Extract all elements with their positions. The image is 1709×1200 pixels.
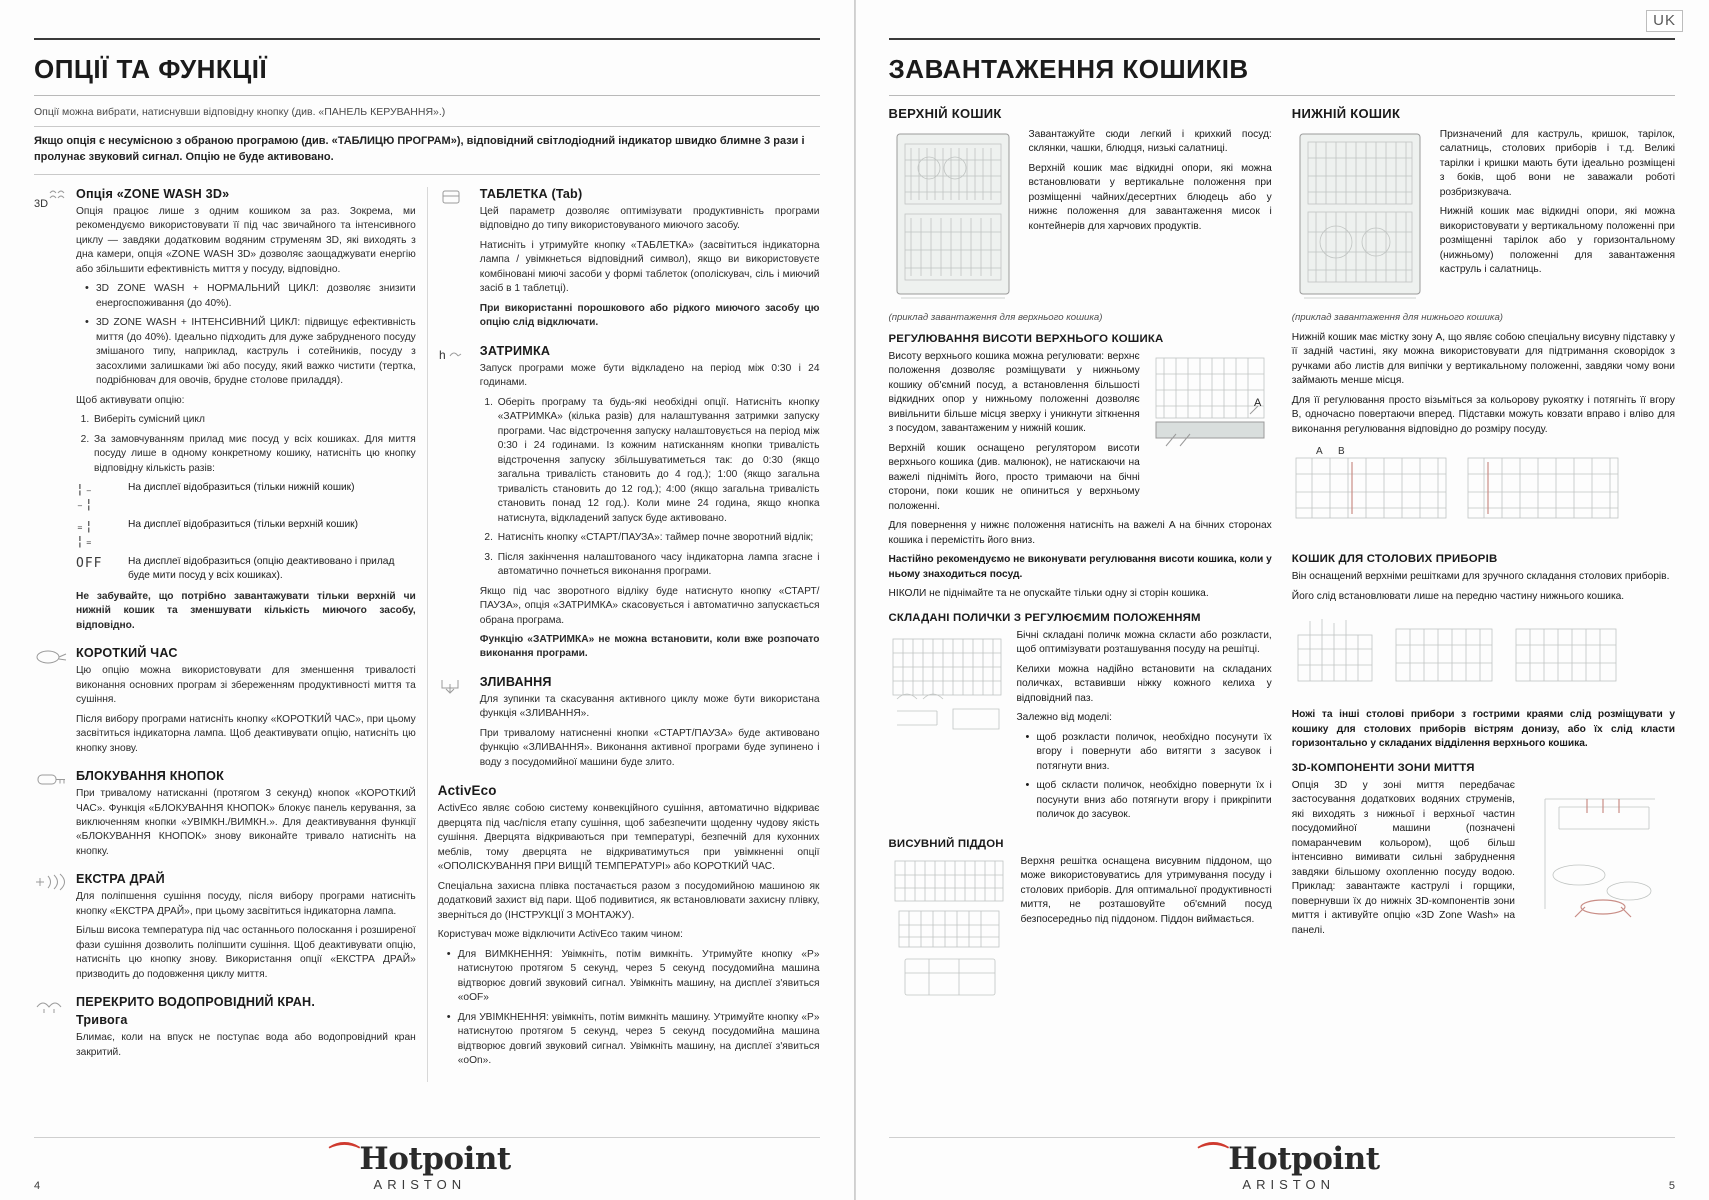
- display-glyph: ¦₋ ₋¦: [76, 482, 94, 513]
- lower-p4: Для її регулювання просто візьміться за кольорову рукоятку і потягніть її вгору B, одночасно повертаючи вперед. Підставки можуть ковзати вправо і вліво для виконання регулювання відповідно до розміру посуду.: [1291, 394, 1675, 435]
- adjust-p4: Настійно рекомендуємо не виконувати регулювання висоти кошика, коли у ньому знаходиться посуд.: [888, 554, 1272, 580]
- alarm-water-tap-closed: [34, 995, 416, 1060]
- height-adjust-figure: [1150, 350, 1272, 467]
- brand-sub: ARISTON: [1242, 1177, 1335, 1192]
- list-item: • Для ВИМКНЕННЯ: Увімкніть, потім вимкніть. Утримуйте кнопку «P» натиснутою протягом 5 секунд, через 5 секунд посудомийна машина відтворює довгий звуковий сигнал. Увімкніть машину, на дисплеї з'явиться «oOF»: [447, 948, 820, 1006]
- display-lower-basket: [76, 481, 416, 512]
- zone-wash-bullets: [76, 282, 416, 388]
- height-adjust-row: [889, 350, 1272, 519]
- option-tablet: [438, 187, 820, 331]
- drain-icon: [438, 675, 474, 701]
- folding-shelves-row: [889, 629, 1272, 828]
- water-tap-p1: Блимає, коли на впуск не поступає вода або водопровідний кран закритий.: [76, 1032, 416, 1058]
- folding-bullets: [1017, 731, 1272, 823]
- folding-shelves-figure: [889, 629, 1007, 744]
- page-number-right: 5: [1668, 1180, 1675, 1192]
- list-item: • щоб скласти поличок, необхідно повернути їх і посунути вниз або потягнути вгору і прикріпити поличок до засувок.: [1026, 779, 1272, 822]
- sliding-tray-row: [889, 855, 1272, 1010]
- extra-dry-p2: Більш висока температура під час останнього полоскання і розширеної фази сушіння дозволить поліпшити сушіння. Щоб деактивувати опцію, натисніть цю кнопку знову. Використання опції «ЕКСТРА ДРАЙ» призводить до подовження циклу миття.: [76, 925, 416, 980]
- list-item: 1. Оберіть програму та будь-які необхідні опції. Натисніть кнопку «ЗАТРИМКА» (кілька разів) для налаштування затримки запуску програми. Час відстрочення запуску налаштовується на період між 0:30 і 24 годинами. Із кожним натисканням кнопки тривалість відстрочення запуску збільшуватиметься так: до 0:30 (якщо загальна тривалість становить до 4 год.); 1:00 (якщо загальна тривалість становить до 12 год.); 4:00 (якщо загальна тривалість становить понад 12 год.). Коли мине 24 година, якщо кнопка натиснута, відкладений запуск буде активовано.: [496, 396, 820, 526]
- list-item: 1. Виберіть сумісний цикл: [92, 413, 416, 427]
- display-text: На дисплеї відобразиться (тільки нижній кошик): [128, 482, 355, 494]
- sliding-tray-heading: ВИСУВНИЙ ПІДДОН: [888, 837, 1004, 850]
- upper-basket-text: [1029, 128, 1272, 239]
- page-title: ОПЦІЇ ТА ФУНКЦІЇ: [34, 54, 268, 84]
- tablet-p3: При використанні порошкового або рідкого миючого засобу цю опцію слід відключати.: [479, 302, 820, 329]
- lower-basket-heading: НИЖНІЙ КОШИК: [1291, 106, 1401, 121]
- extra-dry-icon: [34, 872, 70, 898]
- svg-text:h: h: [438, 347, 446, 362]
- left-columns: [34, 187, 820, 1082]
- lower-basket-figure: [1292, 128, 1430, 308]
- tray-p1: Верхня решітка оснащена висувним піддоном, що може використовуватись для утримування посуду і столових приборів. Для оптимальної продуктивності миття, не розташовуйте об'ємний посуд безпосередньо під піддоном. Піддон виймається.: [1020, 855, 1272, 925]
- short-time-title: КОРОТКИЙ ЧАС: [76, 646, 178, 661]
- brand-swoosh: ⌒: [328, 1141, 360, 1177]
- drain-p1: Для зупинки та скасування активного циклу може бути використана функція «ЗЛИВАННЯ».: [479, 693, 820, 720]
- cutlery-p2: Його слід встановлювати лише на передню частину нижнього кошика.: [1291, 590, 1625, 602]
- upper-basket-caption: (приклад завантаження для верхнього кошика): [888, 312, 1103, 323]
- upper-basket-heading: ВЕРХНІЙ КОШИК: [888, 106, 1002, 121]
- sliding-tray-text: [1021, 855, 1272, 932]
- zone-wash-p1: Опція працює лише з одним кошиком за раз. Зокрема, ми рекомендуємо використовувати її під час звичайного та інтенсивного циклу — завдяки додатковим водяним струменям 3D, які виходять з дна камери, опція «ZONE WASH 3D» дозволяє заощаджувати енергію або збільшити ефективність миття у посуду, відповідно.: [76, 205, 416, 275]
- page-title-right: ЗАВАНТАЖЕННЯ КОШИКІВ: [888, 54, 1249, 84]
- list-item: 2. За замовчуванням прилад миє посуд у всіх кошиках. Для миття посуду лише в одному конкретному кошику, натисніть цю кнопку відповідну кількість разів:: [92, 433, 416, 476]
- title-rule-right: [889, 95, 1676, 96]
- water-tap-subtitle: Тривога: [76, 1013, 128, 1028]
- zone-wash-title: Опція «ZONE WASH 3D»: [76, 186, 230, 201]
- footer-left: [34, 1137, 820, 1192]
- height-adjust-text: [889, 350, 1140, 519]
- tablet-p1: Цей параметр дозволяє оптимізувати продуктивність програми відповідно до типу використовуваного миючого засобу.: [479, 205, 820, 232]
- list-item: • 3D ZONE WASH + ІНТЕНСИВНИЙ ЦИКЛ: підвищує ефективність миття (до 40%). Ідеально підходить для дуже забрудненого посуду змішаного типу, наприклад, каструль і сотейників, посуду з засохлими залишками їжі або посуду, який важко чистити (тертка, подрібнювач для овочів, брудне столове приладдя).: [85, 316, 416, 388]
- zone3d-heading: 3D-КОМПОНЕНТИ ЗОНИ МИТТЯ: [1291, 761, 1475, 774]
- delay-title: ЗАТРИМКА: [479, 343, 551, 358]
- tablet-title: ТАБЛЕТКА (Tab): [479, 186, 583, 201]
- display-text: На дисплеї відобразиться (тільки верхній кошик): [128, 519, 359, 531]
- svg-text:3D: 3D: [34, 197, 49, 210]
- top-rule-right: [889, 38, 1676, 40]
- sliding-tray-figure: [889, 855, 1011, 1010]
- lower-basket-column: [1292, 106, 1675, 1022]
- brand-swoosh: ⌒: [1197, 1141, 1229, 1177]
- list-item: 2. Натисніть кнопку «СТАРТ/ПАУЗА»: таймер почне зворотний відлік;: [496, 531, 820, 545]
- dishwasher-front-figure: [889, 128, 1019, 308]
- cutlery-p1: Він оснащений верхніми решітками для зручного складання столових приборів.: [1291, 571, 1670, 583]
- option-drain: [438, 675, 820, 770]
- figure-label-b: B: [1337, 446, 1345, 458]
- zone-wash-warning: Не забувайте, що потрібно завантажувати тільки верхній чи нижній кошик та зменшувати кількість миючого засобу, відповідно.: [76, 590, 416, 631]
- lower-p3: Нижній кошик має містку зону A, що являє собою спеціальну висувну підставку у її задній частині, яку можна використовувати для підтримання сковорідок з ручками або листів для випічки у вертикальному положенні, завдяки чому вони займають менше місця.: [1291, 332, 1675, 387]
- drain-title: ЗЛИВАННЯ: [479, 674, 552, 689]
- zone-wash-steps: [76, 413, 416, 476]
- adjust-p1: Висоту верхнього кошика можна регулювати: верхнє положення дозволяє розміщувати у нижньому кошику об'ємний посуд, а встановлення більшості відкидних опор у нижньому положенні дозволяє вивільнити більше місця зверху і уникнути зіткнення з посудом, завантаженим у нижній кошик.: [888, 351, 1140, 435]
- list-item: • Для УВІМКНЕННЯ: увімкніть, потім вимкніть машину. Утримуйте кнопку «P» натиснутою протягом 5 секунд, через 5 секунд посудомийна машина відтворює довгий звуковий сигнал. Увімкніть машину, на дисплеї з'явиться «oOn».: [447, 1011, 820, 1069]
- display-off: [76, 555, 416, 584]
- folding-shelves-heading: СКЛАДАНІ ПОЛИЧКИ З РЕГУЛЮЄМИМ ПОЛОЖЕННЯМ: [888, 611, 1201, 624]
- lower-p1: Призначений для каструль, кришок, тарілок, салатниць, столових приборів і т.д. Великі тарілки і кришки мають бути ідеально розміщені з боків, щоб вони не заважали роботі розбризкувача.: [1439, 129, 1675, 198]
- tablet-p2: Натисніть і утримуйте кнопку «ТАБЛЕТКА» (засвітиться індикаторна лампа / увімкнеться відповідний символ), якщо ви використовуєте комбіновані миючі засоби у формі таблеток (ополіскувач, сіль і миючий засіб в 1 таблетці).: [479, 239, 820, 295]
- brand-logo: [40, 1141, 799, 1192]
- key-lock-p1: При тривалому натисканні (протягом 3 секунд) кнопок «КОРОТКИЙ ЧАС». Функція «БЛОКУВАННЯ КНОПОК» блокує панель керування, за виключенням кнопки «УВІМКН./ВИМКН.». Для деактивування функції «БЛОКУВАННЯ КНОПОК» знову виконайте тривало натисніть на кнопку.: [76, 788, 416, 857]
- feature-activeco: [438, 783, 820, 1068]
- list-item: 3. Після закінчення налаштованого часу індикаторна лампа згасне і автоматично почнеться виконання програми.: [496, 551, 820, 580]
- key-lock-icon: [34, 769, 70, 795]
- page-number: 4: [34, 1180, 41, 1192]
- lever-label-a: A: [1253, 397, 1262, 409]
- key-lock-title: БЛОКУВАННЯ КНОПОК: [76, 769, 225, 784]
- water-tap-title: ПЕРЕКРИТО ВОДОПРОВІДНИЙ КРАН.: [76, 995, 316, 1010]
- lower-basket-text: [1440, 128, 1675, 283]
- zone-wash-3d-icon: [34, 187, 70, 213]
- folding-shelves-text: [1017, 629, 1272, 828]
- upper-height-heading: РЕГУЛЮВАННЯ ВИСОТИ ВЕРХНЬОГО КОШИКА: [888, 333, 1164, 345]
- left-column-2: [438, 187, 820, 1082]
- top-rule-left: [34, 38, 820, 40]
- folding-p1: Бічні складані поличк можна скласти або розкласти, щоб оптимізувати розташування посуду на решітці.: [1016, 629, 1272, 656]
- list-item: • щоб розкласти поличок, необхідно посунути їх вгору і повернути або витягти з засувок і потягнути вниз.: [1026, 731, 1272, 774]
- lower-basket-figure-row: [1292, 128, 1675, 308]
- figure-label-a: A: [1315, 446, 1323, 458]
- brand-sub: ARISTON: [373, 1177, 467, 1192]
- option-delay: [438, 344, 820, 662]
- upper-basket-column: [889, 106, 1272, 1022]
- cutlery-basket-figure: [1292, 609, 1675, 702]
- adjust-p5: НІКОЛИ не піднімайте та не опускайте тільки одну зі сторін кошика.: [888, 588, 1209, 600]
- water-tap-closed-icon: [34, 995, 70, 1021]
- zone3d-text: [1292, 779, 1515, 943]
- delay-p1: Запуск програми може бути відкладено на період між 0:30 і 24 годинами.: [479, 362, 820, 389]
- display-text: На дисплеї відобразиться (опцію деактивовано і прилад буде мити посуд у всіх кошиках).: [128, 556, 395, 582]
- option-extra-dry: [34, 872, 416, 982]
- adjust-p3: Для повернення у нижнє положення натисніть на важелі A на бічних сторонах кошика і перемістіть його вниз.: [888, 520, 1272, 546]
- upper-basket-block: [889, 106, 1272, 1010]
- activeco-p1: ActivEco являє собою систему конвекційного сушіння, автоматично відкриває дверцята під час/після етапу сушіння, щоб забезпечити щоденну чудову якість сушіння. Дверцята відкриваються при температурі, безпечній для кухонних меблів, тому дверцята не відкриватимуться при увімкненні опції «ОПОЛІСКУВАННЯ ПРИ ВИЩІЙ ТЕМПЕРАТУРІ» або КОРОТКИЙ ЧАС.: [437, 803, 820, 873]
- extra-dry-p1: Для поліпшення сушіння посуду, після вибору програми натисніть кнопку «ЕКСТРА ДРАЙ», при цьому засвітиться індикаторна лампа.: [76, 891, 416, 917]
- right-page: [855, 0, 1709, 1200]
- upper-basket-figure-row: [889, 128, 1272, 308]
- lower-basket-block: [1292, 106, 1675, 943]
- language-badge: UK: [1646, 10, 1683, 32]
- drain-p2: При тривалому натисненні кнопки «СТАРТ/ПАУЗА» буде активовано функцію «ЗЛИВАННЯ». Виконання активної програми буде зупинено і воду з посудомийної машини буде злито.: [479, 727, 820, 768]
- delay-p3: Функцію «ЗАТРИМКА» не можна встановити, коли вже розпочато виконання програми.: [479, 633, 820, 660]
- upper-p2: Верхній кошик має відкидні опори, які можна встановлювати у вертикальне положення при розміщенні чайних/десертних блюдець або у нижнє положення для завантаження мисок і контейнерів для харчових продуктів.: [1028, 162, 1272, 232]
- footer-right: [889, 1137, 1676, 1192]
- display-glyph: OFF: [76, 556, 103, 572]
- title-rule-left: [34, 95, 820, 96]
- zone3d-p1: Опція 3D у зоні миття передбачає застосування додаткових водяних струменів, які виходять з нижньої і верхньої частин посудомийної машини (позначені помаранчевим кольором), щоб більш інтенсивно вимивати сильні забруднення завдяки більшому охопленню посуду водою. Приклад: завантажте каструлі і горщики, повернувши їх до нижніх 3D-компонентів зони миття і активуйте опцію «3D Zone Wash» на панелі.: [1291, 779, 1515, 936]
- zone3d-figure: [1525, 779, 1675, 934]
- upper-p1: Завантажуйте сюди легкий і крихкий посуд: склянки, чашки, блюдця, низькі салатниці.: [1028, 129, 1272, 155]
- option-zone-wash-3d: [34, 187, 416, 633]
- display-glyph: ₌¦ ¦₌: [76, 519, 94, 550]
- incompatibility-note: Якщо опція є несумісною з обраною програмою (див. «ТАБЛИЦЮ ПРОГРАМ»), відповідний світлодіодний індикатор швидко блимне 3 рази і пролунає звуковий сигнал. Опцію не буде активовано.: [34, 126, 820, 175]
- zone3d-row: [1292, 779, 1675, 943]
- short-time-p2: Після вибору програми натисніть кнопку «КОРОТКИЙ ЧАС», при цьому засвітиться індикаторна лампа. Щоб деактивувати опцію, натисніть цю кнопку знову.: [76, 713, 416, 754]
- lower-p2: Нижній кошик має відкидні опори, які можна використовувати у вертикальному положенні при розміщенні тарілок або у горизонтальному (нижньому) положенні для завантаження каструль і салатниць.: [1439, 206, 1675, 276]
- lower-basket-caption: (приклад завантаження для нижнього кошика): [1291, 312, 1503, 323]
- delay-steps: [480, 396, 820, 580]
- short-time-p1: Цю опцію можна використовувати для зменшення тривалості виконання основних програм зі збереженням продуктивності миття та сушіння.: [76, 665, 416, 706]
- right-columns: [889, 106, 1676, 1022]
- tip-up-support-figure: [1292, 442, 1675, 543]
- brand-name: Hotpoint: [359, 1141, 511, 1177]
- cutlery-basket-heading: КОШИК ДЛЯ СТОЛОВИХ ПРИБОРІВ: [1291, 553, 1498, 566]
- tablet-icon: [438, 187, 474, 213]
- folding-p3: Залежно від моделі:: [1016, 712, 1112, 724]
- adjust-p2: Верхній кошик оснащено регулятором висоти верхнього кошика (див. малюнок), не натискаючи на важелі підніміть його, просто тримаючи на бічні сторони, поки кошик не опиниться у верхньому положенні.: [888, 442, 1140, 512]
- display-upper-basket: [76, 518, 416, 549]
- activeco-p2: Спеціальна захисна плівка постачається разом з посудомийною машиною як додатковий захист від пари. Щоб подивитися, як встановлювати захисну плівку, зверніться до (ІНСТРУКЦІЇ З МОНТАЖУ).: [437, 880, 820, 921]
- zone-wash-activate: Щоб активувати опцію:: [76, 394, 185, 406]
- activeco-p3: Користувач може відключити ActivEco таким чином:: [437, 929, 683, 941]
- folding-p2: Келихи можна надійно встановити на складаних поличках, вставивши ніжку кожного келиха у відповідний паз.: [1016, 663, 1272, 704]
- left-column-1: [34, 187, 416, 1082]
- extra-dry-title: ЕКСТРА ДРАЙ: [76, 872, 165, 887]
- cutlery-warning: Ножі та інші столові прибори з гострими краями слід розміщувати у кошику для столових приборів вістрям донизу, або їх слід класти горизонтально у складаних відділення верхнього кошика.: [1291, 709, 1675, 750]
- option-short-time: [34, 646, 416, 756]
- brand-logo-right: [909, 1141, 1669, 1192]
- option-key-lock: [34, 769, 416, 859]
- activeco-bullets: [438, 948, 820, 1069]
- list-item: • 3D ZONE WASH + НОРМАЛЬНИЙ ЦИКЛ: дозволяє знизити енергоспоживання (до 40%).: [85, 282, 416, 311]
- delay-p2: Якщо під час зворотного відліку буде натиснуто кнопку «СТАРТ/ПАУЗА», опція «ЗАТРИМКА» скасовується і автоматично запускається обрана програма.: [479, 585, 820, 626]
- activeco-title: ActivEco: [437, 783, 497, 799]
- short-time-icon: [34, 646, 70, 672]
- brand-name: Hotpoint: [1228, 1141, 1380, 1177]
- intro-text: Опції можна вибрати, натиснувши відповідну кнопку (див. «ПАНЕЛЬ КЕРУВАННЯ».): [34, 106, 446, 118]
- delay-icon: [438, 344, 474, 370]
